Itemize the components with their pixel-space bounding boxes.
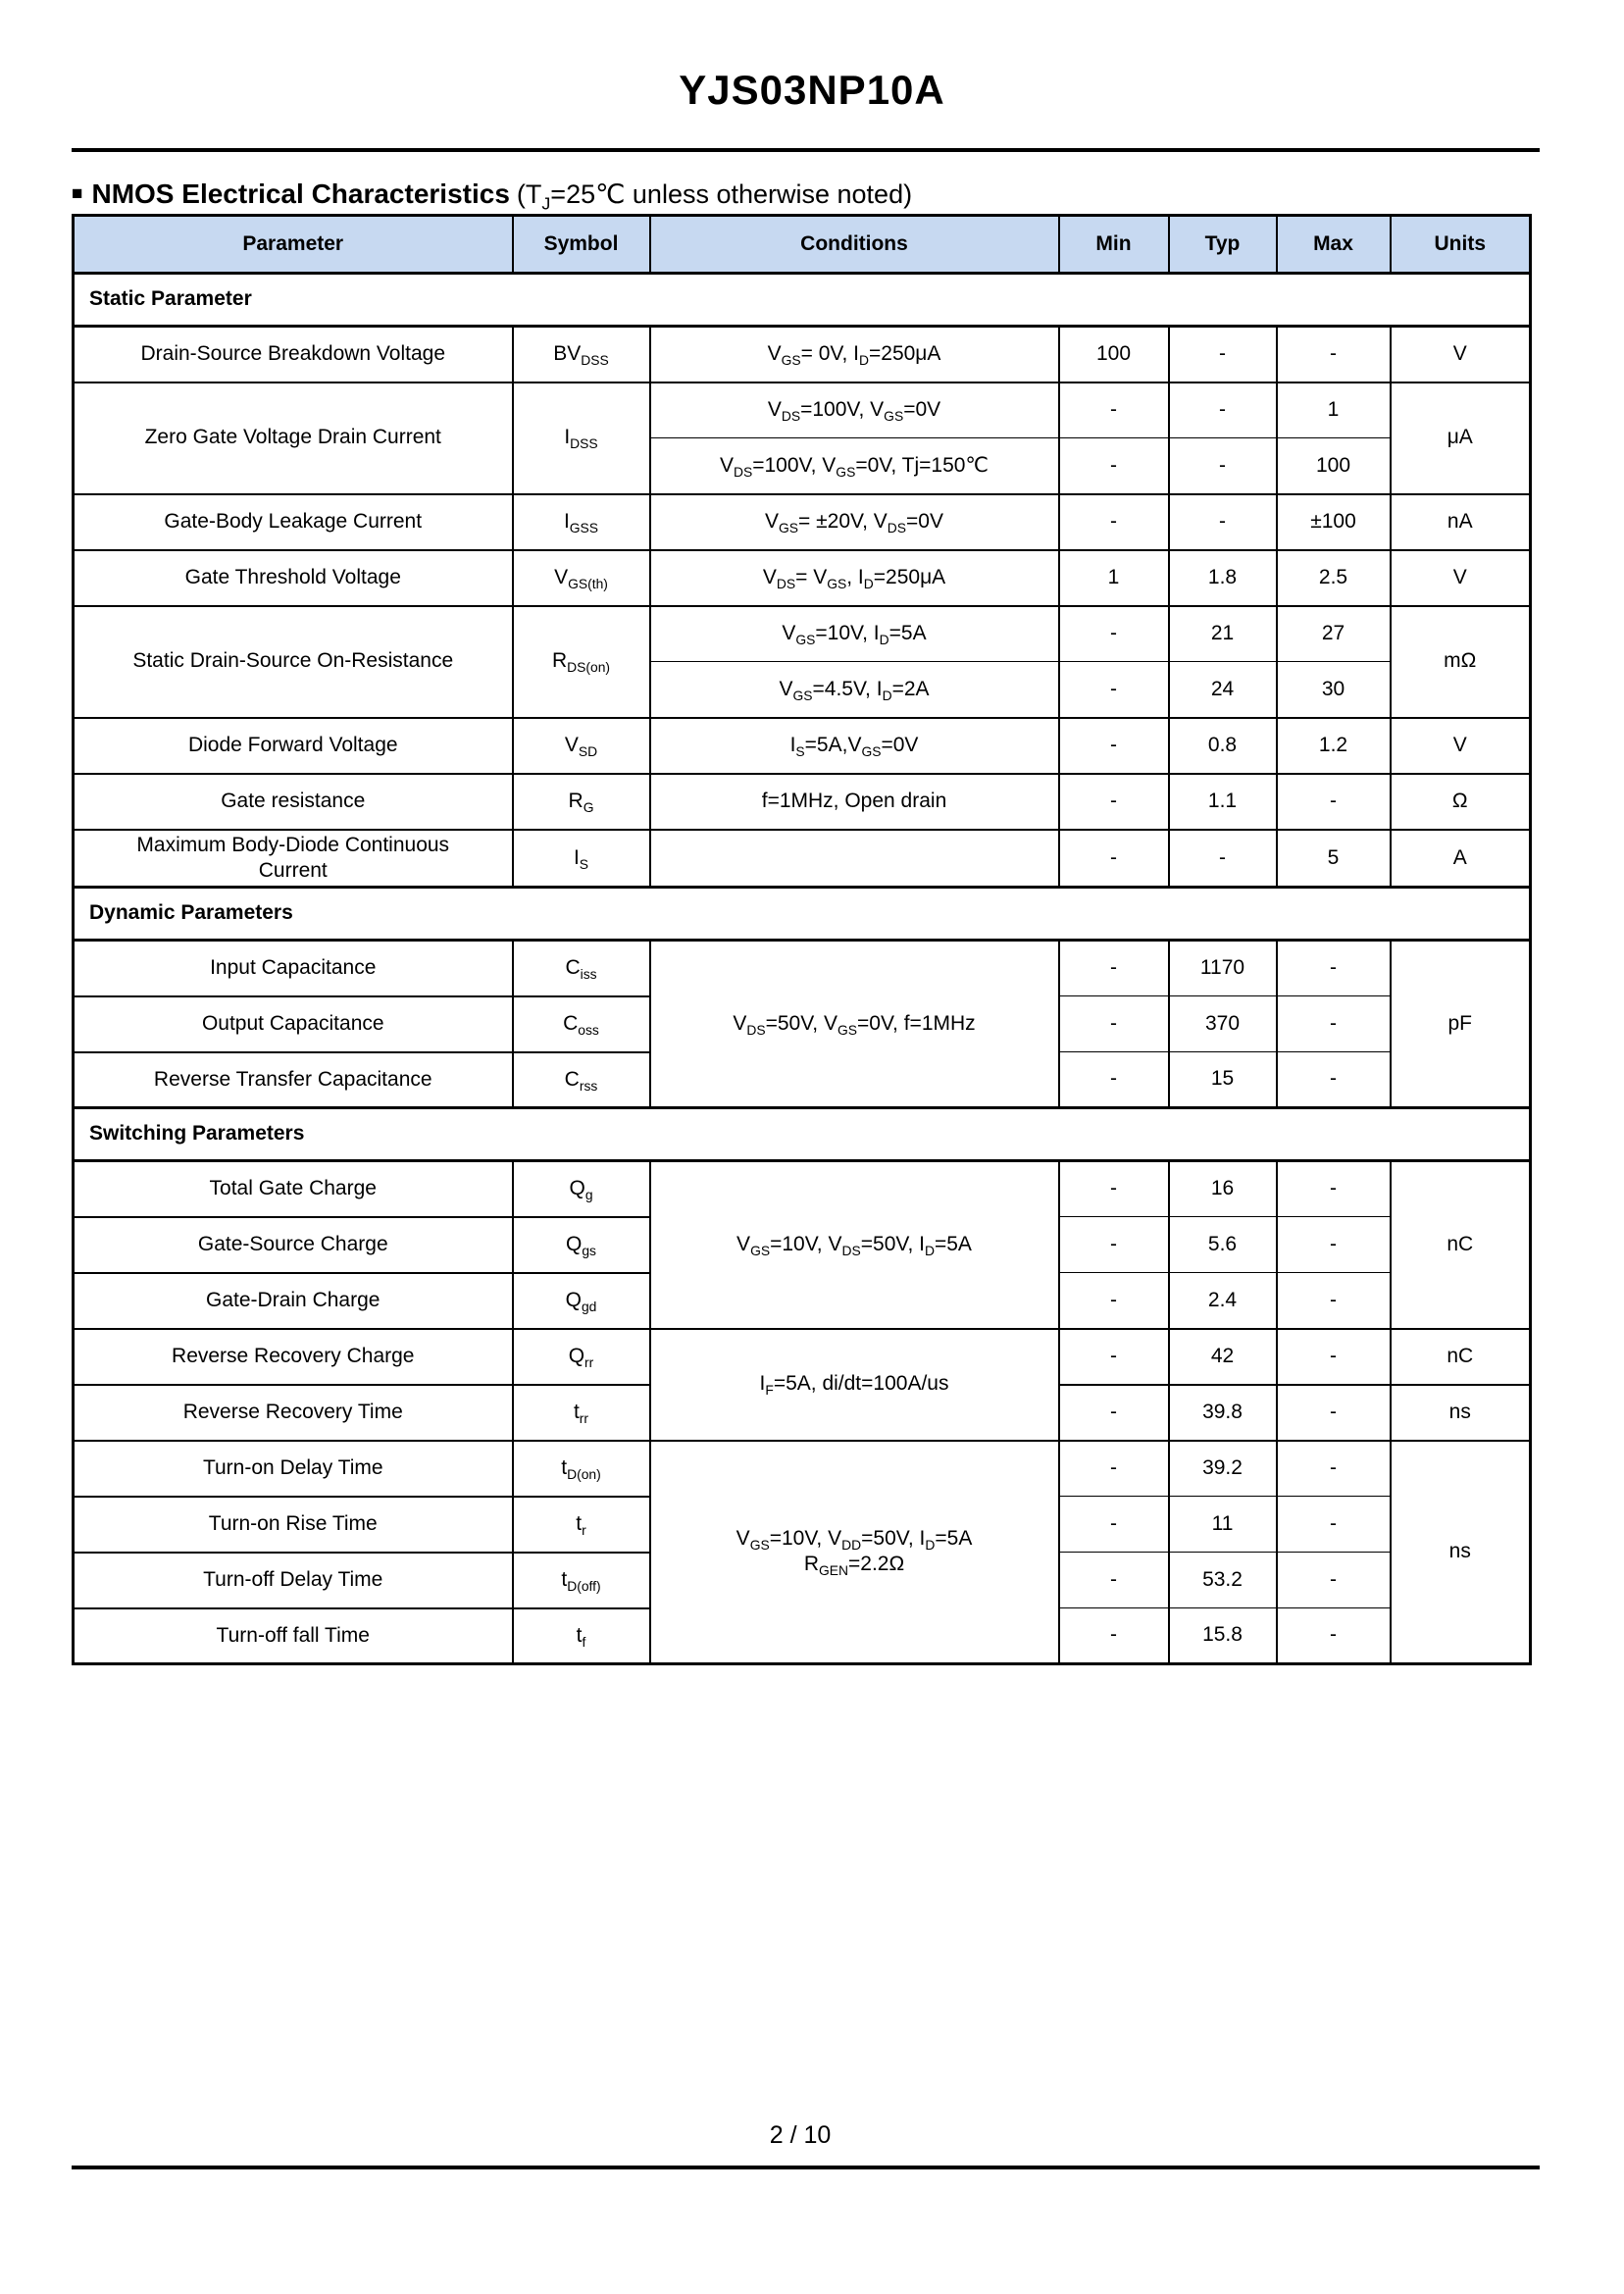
parameter-cell: Input Capacitance xyxy=(74,941,513,996)
parameter-cell: Gate-Body Leakage Current xyxy=(74,494,513,550)
max-cell: - xyxy=(1277,327,1391,382)
symbol-cell: $I_{DSS}$ xyxy=(513,382,650,494)
min-cell: - xyxy=(1059,662,1169,718)
parameter-cell: Drain-Source Breakdown Voltage xyxy=(74,327,513,382)
max-cell: - xyxy=(1277,1385,1391,1441)
parameter-cell: Reverse Transfer Capacitance xyxy=(74,1052,513,1108)
min-cell: 100 xyxy=(1059,327,1169,382)
min-cell: - xyxy=(1059,941,1169,996)
symbol-cell: $BV_{DSS}$ xyxy=(513,327,650,382)
min-cell: - xyxy=(1059,1441,1169,1497)
col-header-max: Max xyxy=(1277,216,1391,274)
symbol-cell: $C_{rss}$ xyxy=(513,1052,650,1108)
parameter-cell: Gate Threshold Voltage xyxy=(74,550,513,606)
max-cell: - xyxy=(1277,1497,1391,1553)
typ-cell: 16 xyxy=(1169,1161,1277,1217)
parameter-cell: Reverse Recovery Charge xyxy=(74,1329,513,1385)
symbol-cell: $t_r$ xyxy=(513,1497,650,1553)
conditions-cell: $V_{GS}=10V$, $V_{DS}=50V$, $I_D=5A$ xyxy=(650,1161,1059,1329)
symbol-cell: $R_G$ xyxy=(513,774,650,830)
min-cell: - xyxy=(1059,1329,1169,1385)
table-row-tdon xyxy=(74,1441,1531,1497)
typ-cell: 2.4 xyxy=(1169,1273,1277,1329)
typ-cell: 1170 xyxy=(1169,941,1277,996)
parameter-cell: Turn-on Delay Time xyxy=(74,1441,513,1497)
typ-cell: 39.8 xyxy=(1169,1385,1277,1441)
table-row-bvdss xyxy=(74,327,1531,382)
max-cell: 27 xyxy=(1277,606,1391,662)
units-cell: ns xyxy=(1391,1441,1531,1664)
min-cell: - xyxy=(1059,1385,1169,1441)
table-row-igss xyxy=(74,494,1531,550)
max-cell: - xyxy=(1277,1052,1391,1108)
conditions-cell: $I_S=5A,V_{GS}=0V$ xyxy=(650,718,1059,774)
max-cell: - xyxy=(1277,1608,1391,1664)
section-row-static xyxy=(74,274,1531,327)
min-cell: - xyxy=(1059,830,1169,888)
conditions-cell: $V_{GS}= 0V$, $I_D=250\mu A$ xyxy=(650,327,1059,382)
min-cell: - xyxy=(1059,1553,1169,1608)
min-cell: - xyxy=(1059,1497,1169,1553)
col-header-parameter: Parameter xyxy=(74,216,513,274)
symbol-cell: $Q_{rr}$ xyxy=(513,1329,650,1385)
symbol-cell: $Q_g$ xyxy=(513,1161,650,1217)
symbol-cell: $t_{D(off)}$ xyxy=(513,1553,650,1608)
typ-cell: 39.2 xyxy=(1169,1441,1277,1497)
max-cell: 30 xyxy=(1277,662,1391,718)
symbol-cell: $V_{SD}$ xyxy=(513,718,650,774)
parameter-cell: Reverse Recovery Time xyxy=(74,1385,513,1441)
min-cell: - xyxy=(1059,996,1169,1052)
parameter-cell: Turn-on Rise Time xyxy=(74,1497,513,1553)
parameter-cell: Output Capacitance xyxy=(74,996,513,1052)
typ-cell: - xyxy=(1169,830,1277,888)
table-row-vsd xyxy=(74,718,1531,774)
units-cell: A xyxy=(1391,830,1531,888)
nmos-characteristics-table xyxy=(72,214,1532,1665)
conditions-cell: $V_{DS}=50V$, $V_{GS}=0V$, f=1MHz xyxy=(650,941,1059,1108)
typ-cell: 42 xyxy=(1169,1329,1277,1385)
symbol-cell: $R_{DS(on)}$ xyxy=(513,606,650,718)
col-header-conditions: Conditions xyxy=(650,216,1059,274)
symbol-cell: $I_{GSS}$ xyxy=(513,494,650,550)
table-row-ciss xyxy=(74,941,1531,996)
typ-cell: 15 xyxy=(1169,1052,1277,1108)
min-cell: - xyxy=(1059,606,1169,662)
table-row-vgsth xyxy=(74,550,1531,606)
typ-cell: 11 xyxy=(1169,1497,1277,1553)
section-row-switching xyxy=(74,1108,1531,1161)
conditions-cell: $V_{GS}= \pm 20V$, $V_{DS}=0V$ xyxy=(650,494,1059,550)
section-heading-bold: NMOS Electrical Characteristics xyxy=(91,178,510,209)
table-row-rg xyxy=(74,774,1531,830)
typ-cell: 5.6 xyxy=(1169,1217,1277,1273)
typ-cell: 21 xyxy=(1169,606,1277,662)
typ-cell: 53.2 xyxy=(1169,1553,1277,1608)
min-cell: - xyxy=(1059,494,1169,550)
typ-cell: 1.8 xyxy=(1169,550,1277,606)
units-cell: nC xyxy=(1391,1329,1531,1385)
max-cell: - xyxy=(1277,1217,1391,1273)
min-cell: - xyxy=(1059,774,1169,830)
units-cell: V xyxy=(1391,327,1531,382)
min-cell: 1 xyxy=(1059,550,1169,606)
max-cell: - xyxy=(1277,1329,1391,1385)
max-cell: 100 xyxy=(1277,438,1391,494)
conditions-cell: $V_{DS}=100V$, $V_{GS}=0V$ xyxy=(650,382,1059,438)
section-label: Switching Parameters xyxy=(74,1108,1531,1161)
parameter-cell: Total Gate Charge xyxy=(74,1161,513,1217)
table-row-rdson-1 xyxy=(74,606,1531,662)
typ-cell: - xyxy=(1169,494,1277,550)
section-heading xyxy=(72,178,913,214)
page-number: 2 / 10 xyxy=(769,2121,832,2149)
table-row-qg xyxy=(74,1161,1531,1217)
parameter-cell: Turn-off fall Time xyxy=(74,1608,513,1664)
square-bullet-icon: ■ xyxy=(72,183,83,204)
symbol-cell: $I_S$ xyxy=(513,830,650,888)
typ-cell: - xyxy=(1169,382,1277,438)
parameter-cell: Gate-Source Charge xyxy=(74,1217,513,1273)
symbol-cell: $t_{rr}$ xyxy=(513,1385,650,1441)
header-rule xyxy=(72,148,1540,152)
min-cell: - xyxy=(1059,1161,1169,1217)
parameter-cell: Gate-Drain Charge xyxy=(74,1273,513,1329)
max-cell: ±100 xyxy=(1277,494,1391,550)
parameter-cell: Gate resistance xyxy=(74,774,513,830)
min-cell: - xyxy=(1059,1608,1169,1664)
symbol-cell: $V_{GS(th)}$ xyxy=(513,550,650,606)
conditions-cell: f=1MHz, Open drain xyxy=(650,774,1059,830)
table-row-idss-1 xyxy=(74,382,1531,438)
parameter-cell: Static Drain-Source On-Resistance xyxy=(74,606,513,718)
conditions-cell: $V_{GS}=10V$, $I_D=5A$ xyxy=(650,606,1059,662)
parameter-cell: Maximum Body-Diode Continuous Current xyxy=(74,830,513,888)
units-cell: pF xyxy=(1391,941,1531,1108)
max-cell: 2.5 xyxy=(1277,550,1391,606)
symbol-cell: $t_f$ xyxy=(513,1608,650,1664)
page-title: YJS03NP10A xyxy=(679,67,945,113)
footer-rule xyxy=(72,2166,1540,2169)
max-cell: - xyxy=(1277,1273,1391,1329)
typ-cell: 24 xyxy=(1169,662,1277,718)
min-cell: - xyxy=(1059,438,1169,494)
typ-cell: - xyxy=(1169,438,1277,494)
section-label: Dynamic Parameters xyxy=(74,888,1531,941)
max-cell: - xyxy=(1277,1441,1391,1497)
units-cell: V xyxy=(1391,550,1531,606)
conditions-cell: $V_{GS}=4.5V$, $I_D=2A$ xyxy=(650,662,1059,718)
typ-cell: 0.8 xyxy=(1169,718,1277,774)
units-cell: V xyxy=(1391,718,1531,774)
col-header-min: Min xyxy=(1059,216,1169,274)
conditions-cell: $I_F=5A$, di/dt=100A/us xyxy=(650,1329,1059,1441)
max-cell: - xyxy=(1277,1161,1391,1217)
conditions-cell: $V_{DS}= V_{GS}$, $I_D=250\mu A$ xyxy=(650,550,1059,606)
col-header-units: Units xyxy=(1391,216,1531,274)
min-cell: - xyxy=(1059,718,1169,774)
section-row-dynamic xyxy=(74,888,1531,941)
conditions-cell xyxy=(650,830,1059,888)
min-cell: - xyxy=(1059,382,1169,438)
section-label: Static Parameter xyxy=(74,274,1531,327)
conditions-cell: $V_{DS}=100V$, $V_{GS}=0V$, Tj=150℃ xyxy=(650,438,1059,494)
units-cell: mΩ xyxy=(1391,606,1531,718)
typ-cell: 1.1 xyxy=(1169,774,1277,830)
section-heading-note: ($T_J=25℃$ unless otherwise noted) xyxy=(516,179,913,214)
max-cell: - xyxy=(1277,774,1391,830)
col-header-typ: Typ xyxy=(1169,216,1277,274)
units-cell: nC xyxy=(1391,1161,1531,1329)
min-cell: - xyxy=(1059,1052,1169,1108)
symbol-cell: $Q_{gd}$ xyxy=(513,1273,650,1329)
symbol-cell: $C_{oss}$ xyxy=(513,996,650,1052)
table-row-is xyxy=(74,830,1531,888)
units-cell: nA xyxy=(1391,494,1531,550)
symbol-cell: $Q_{gs}$ xyxy=(513,1217,650,1273)
table-row-qrr xyxy=(74,1329,1531,1385)
symbol-cell: $t_{D(on)}$ xyxy=(513,1441,650,1497)
min-cell: - xyxy=(1059,1273,1169,1329)
min-cell: - xyxy=(1059,1217,1169,1273)
max-cell: 1 xyxy=(1277,382,1391,438)
max-cell: - xyxy=(1277,1553,1391,1608)
units-cell: ns xyxy=(1391,1385,1531,1441)
parameter-cell: Diode Forward Voltage xyxy=(74,718,513,774)
conditions-cell: $V_{GS}=10V$, $V_{DD}=50V$, $I_D=5A$ $R_{GEN}=2.2\Omega$ xyxy=(650,1441,1059,1664)
parameter-cell: Zero Gate Voltage Drain Current xyxy=(74,382,513,494)
max-cell: 5 xyxy=(1277,830,1391,888)
col-header-symbol: Symbol xyxy=(513,216,650,274)
typ-cell: 370 xyxy=(1169,996,1277,1052)
units-cell: μA xyxy=(1391,382,1531,494)
symbol-cell: $C_{iss}$ xyxy=(513,941,650,996)
parameter-cell: Turn-off Delay Time xyxy=(74,1553,513,1608)
table-header-row xyxy=(74,216,1531,274)
max-cell: - xyxy=(1277,941,1391,996)
units-cell: Ω xyxy=(1391,774,1531,830)
max-cell: - xyxy=(1277,996,1391,1052)
typ-cell: - xyxy=(1169,327,1277,382)
typ-cell: 15.8 xyxy=(1169,1608,1277,1664)
max-cell: 1.2 xyxy=(1277,718,1391,774)
